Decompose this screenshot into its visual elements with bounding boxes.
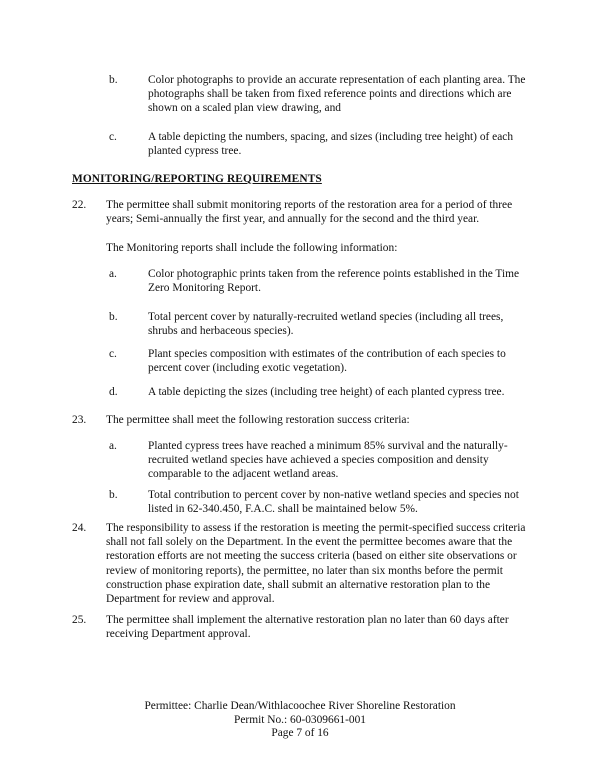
list-item [109, 310, 539, 340]
paragraph-text: The permittee shall submit monitoring reports of the restoration area for a period of three years; Semi-annually the first year, and annually for the second and the third year. [106, 199, 513, 226]
list-item [109, 488, 539, 518]
paragraph-number: 22. [72, 199, 87, 211]
footer-page-number: Page 7 of 16 [271, 727, 329, 740]
item-letter: c. [109, 131, 117, 143]
numbered-paragraph-23 [72, 413, 532, 429]
item-letter: a. [109, 268, 117, 280]
item-letter: d. [109, 386, 118, 398]
item-letter: a. [109, 440, 117, 452]
item-text: Planted cypress trees have reached a minimum 85% survival and the naturally-recruited wetland species have achieved a species composition and density comparable to the adjacent wetland areas. [148, 440, 508, 481]
list-item [109, 347, 539, 377]
item-text: A table depicting the numbers, spacing, and sizes (including tree height) of each planted cypress tree. [148, 131, 514, 158]
item-letter: c. [109, 348, 117, 360]
list-item [109, 130, 539, 160]
section-heading: MONITORING/REPORTING REQUIREMENTS [72, 173, 322, 185]
paragraph-number: 24. [72, 522, 87, 534]
numbered-paragraph-22 [72, 198, 532, 228]
item-letter: b. [109, 311, 118, 323]
item-text: A table depicting the sizes (including tree height) of each planted cypress tree. [148, 386, 505, 398]
item-text: Plant species composition with estimates of the contribution of each species to percent cover (including exotic vegetation). [148, 348, 506, 375]
paragraph-intro: The Monitoring reports shall include the following information: [106, 242, 398, 254]
page-footer [0, 700, 600, 741]
list-item [109, 73, 539, 117]
item-text: Total percent cover by naturally-recruited wetland species (including all trees, shrubs and herbaceous species). [148, 311, 504, 338]
list-item [109, 267, 539, 297]
paragraph-text: The permittee shall implement the alternative restoration plan no later than 60 days after receiving Department approval. [106, 614, 509, 641]
footer-permittee: Permittee: Charlie Dean/Withlacoochee River Shoreline Restoration [144, 700, 456, 712]
list-item [109, 385, 539, 401]
item-letter: b. [109, 74, 118, 86]
item-letter: b. [109, 489, 118, 501]
numbered-paragraph-24 [72, 521, 532, 606]
footer-permit-number: Permit No.: 60-0309661-001 [234, 713, 366, 726]
paragraph-text: The responsibility to assess if the restoration is meeting the permit-specified success criteria shall not fall solely on the Department. In the event the permittee becomes aware that the restoration efforts are not meeting the success criteria (based on either site observations or review of monitoring reports), the permittee, no later than six months before the permit construction phase expiration date, shall submit an alternative restoration plan to the Department for review and approval. [106, 522, 526, 606]
paragraph-number: 23. [72, 414, 87, 426]
item-text: Color photographic prints taken from the reference points established in the Time Zero Monitoring Report. [148, 268, 520, 295]
paragraph-text: The permittee shall meet the following restoration success criteria: [106, 414, 410, 426]
numbered-paragraph-25 [72, 613, 532, 643]
paragraph-number: 25. [72, 614, 87, 626]
item-text: Color photographs to provide an accurate representation of each planting area. The photographs shall be taken from fixed reference points and directions which are shown on a scaled plan view drawing, and [148, 74, 526, 115]
list-item [109, 439, 539, 483]
item-text: Total contribution to percent cover by non-native wetland species and species not listed in 62-340.450, F.A.C. shall be maintained below 5%. [148, 489, 519, 516]
